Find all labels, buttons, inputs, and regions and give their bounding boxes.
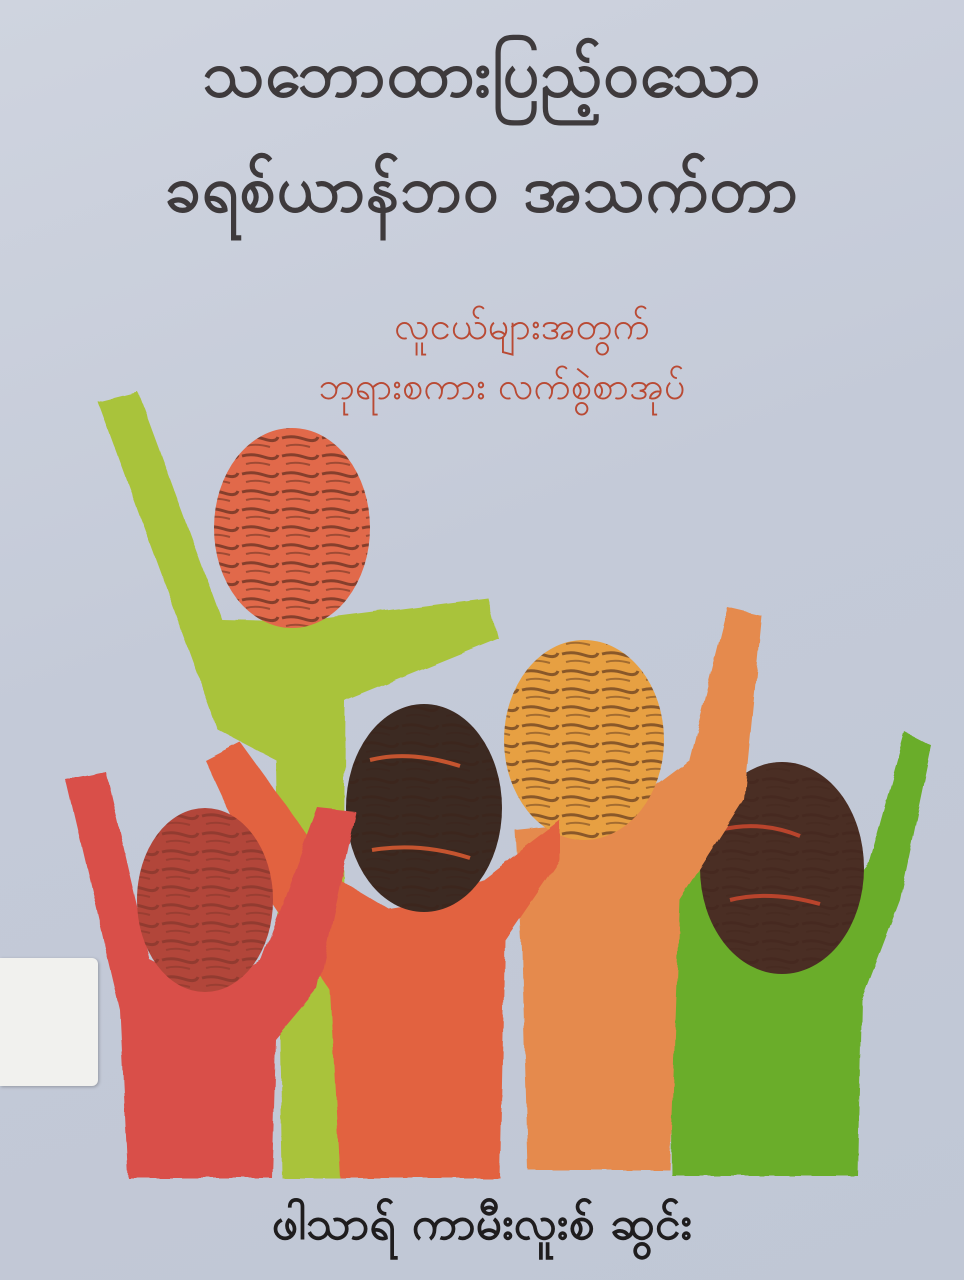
salmon-figure-head <box>346 704 502 912</box>
subtitle-line-2: ဘုရားစကား လက်စွဲစာအုပ် <box>318 364 686 408</box>
author-name: ဖါသာရ် ကာမီးလူးစ် ဆွင်း <box>271 1196 693 1250</box>
orange-figure-head <box>504 640 664 840</box>
lime-figure-head <box>214 428 370 628</box>
title-line-2: ခရစ်ယာန်ဘဝ အသက်တာ <box>164 153 800 227</box>
library-label-sticker <box>0 958 98 1086</box>
pink-figure-head <box>137 808 273 992</box>
subtitle-line-1: လူငယ်များအတွက် <box>394 304 650 348</box>
title-line-1: သဘောထားပြည့်ဝသော <box>202 38 762 112</box>
